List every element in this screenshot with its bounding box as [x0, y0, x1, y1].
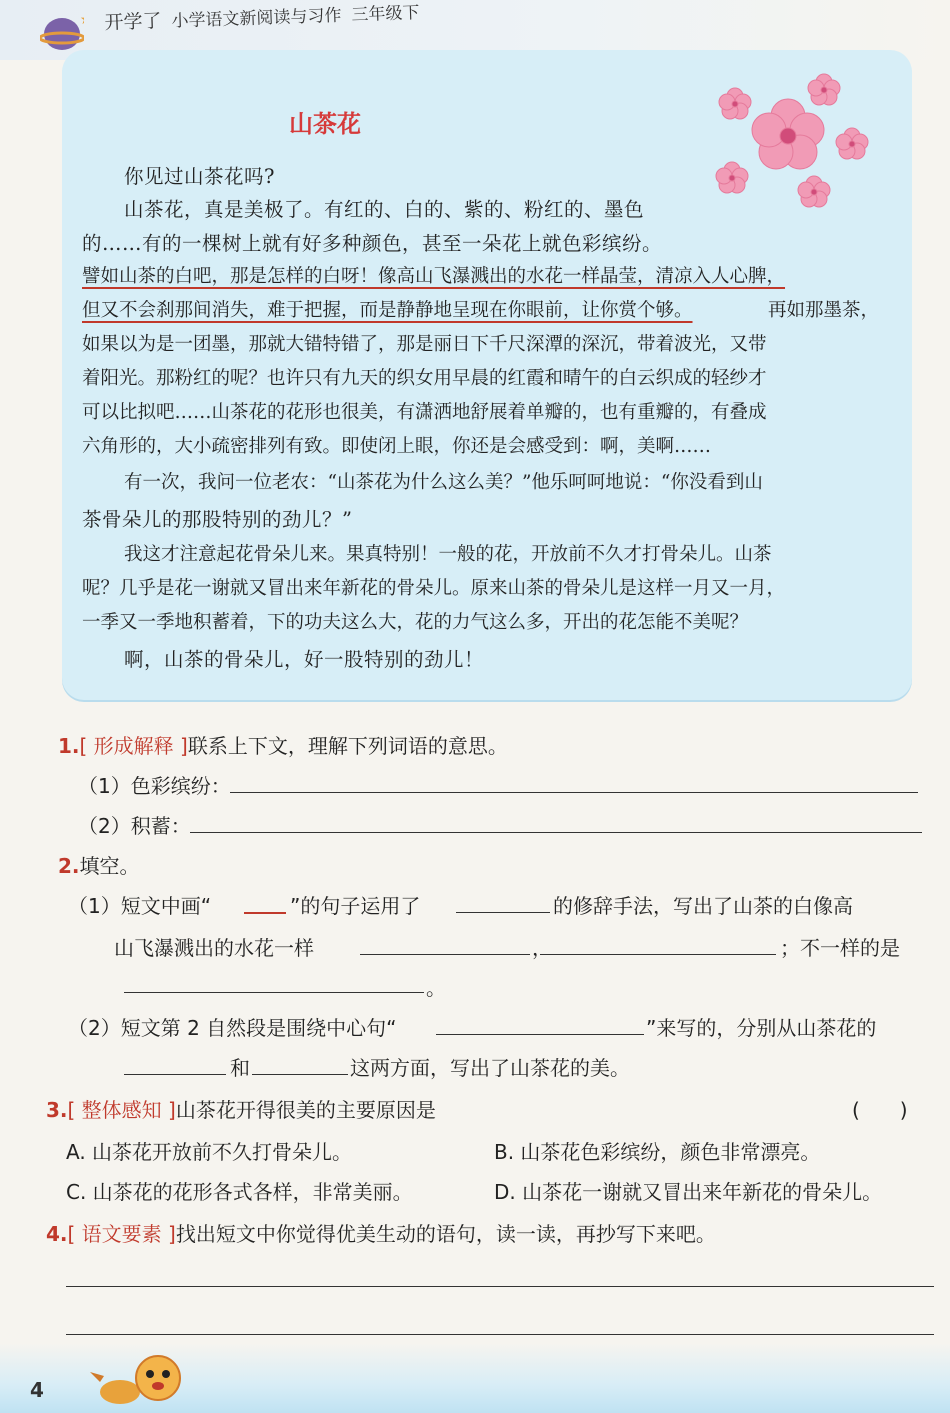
camellia-flowers-icon — [700, 64, 900, 214]
q2-blank-rhetoric[interactable] — [456, 912, 550, 913]
q2-blank-aspect-2[interactable] — [252, 1074, 348, 1075]
red-underline-sample — [244, 912, 286, 914]
mascot-icon — [90, 1352, 190, 1408]
question-3 — [46, 1094, 436, 1123]
passage-line: 再如那墨茶， — [768, 300, 880, 321]
passage-line: 可以比拟吧……山茶花的花形也很美，有潇洒地舒展着单瓣的，也有重瓣的，有叠成 — [82, 402, 767, 423]
q2-blank-aspect-1[interactable] — [124, 1074, 226, 1075]
q2-part2-d: 这两方面，写出了山茶花的美。 — [350, 1056, 630, 1080]
passage-line: 我这才注意起花骨朵儿来。果真特别！一般的花，开放前不久才打骨朵儿。山茶 — [124, 544, 772, 565]
question-text: 填空。 — [79, 854, 140, 878]
q2-part1-c: 的修辞手法，写出了山茶的白像高 — [553, 894, 853, 918]
question-2 — [58, 850, 140, 879]
question-1 — [58, 730, 508, 759]
q2-part2-b: ”来写的，分别从山茶花的 — [646, 1016, 877, 1040]
question-tag: [ 整体感知 ] — [67, 1098, 176, 1122]
planet-logo-icon — [40, 12, 84, 52]
page-number: 4 — [30, 1378, 44, 1402]
q2-part1-b: ”的句子运用了 — [290, 894, 421, 918]
question-text: 联系上下文，理解下列词语的意思。 — [187, 734, 508, 758]
question-number: 2. — [58, 854, 80, 878]
q2-and: 和 — [230, 1056, 250, 1080]
passage-line: 一季又一季地积蓄着，下的功夫这么大，花的力气这么多，开出的花怎能不美呢？ — [82, 612, 749, 633]
q4-answer-line-1[interactable] — [66, 1286, 934, 1287]
passage-line: 的……有的一棵树上就有好多种颜色，甚至一朵花上就色彩缤纷。 — [82, 232, 663, 255]
q1-sub2-label: （2）积蓄： — [78, 814, 191, 838]
answer-parentheses[interactable]: ( ) — [852, 1098, 908, 1122]
q4-answer-line-2[interactable] — [66, 1334, 934, 1335]
question-number: 3. — [46, 1098, 68, 1122]
q1-answer-line-1[interactable] — [230, 792, 918, 793]
question-4 — [46, 1218, 716, 1247]
q2-blank-central-sentence[interactable] — [436, 1034, 644, 1035]
q2-comma: ， — [532, 936, 552, 960]
question-tag: [ 形成解释 ] — [79, 734, 188, 758]
question-text: 山茶花开得很美的主要原因是 — [175, 1098, 436, 1122]
passage-title: 山茶花 — [289, 110, 361, 138]
option-d[interactable]: D. 山茶花一谢就又冒出来年新花的骨朵儿。 — [494, 1180, 883, 1204]
passage-line: 呢？几乎是花一谢就又冒出来年新花的骨朵儿。原来山茶的骨朵儿是这样一月又一月， — [82, 578, 786, 599]
passage-line: 六角形的，大小疏密排列有致。即使闭上眼，你还是会感受到：啊，美啊…… — [82, 436, 712, 457]
passage-line: 山茶花，真是美极了。有红的、白的、紫的、粉红的、墨色 — [124, 198, 645, 221]
q2-part1-a: （1）短文中画“ — [68, 894, 212, 918]
q2-part2-a: （2）短文第 2 自然段是围绕中心句“ — [68, 1016, 397, 1040]
option-c[interactable]: C. 山茶花的花形各式各样，非常美丽。 — [66, 1180, 413, 1204]
option-a[interactable]: A. 山茶花开放前不久打骨朵儿。 — [66, 1140, 353, 1164]
q2-blank-difference[interactable] — [124, 992, 424, 993]
question-number: 4. — [46, 1222, 68, 1246]
passage-line: 茶骨朵儿的那股特别的劲儿？” — [82, 508, 353, 531]
header-brand: 开学了 — [104, 10, 162, 34]
passage-line: 你见过山茶花吗? — [124, 165, 275, 188]
header-series: 小学语文新阅读与习作 — [171, 5, 342, 32]
question-text: 找出短文中你觉得优美生动的语句，读一读，再抄写下来吧。 — [175, 1222, 716, 1246]
q2-part1-d: 山飞瀑溅出的水花一样 — [114, 936, 314, 960]
q2-part1-f: ；不一样的是 — [780, 936, 900, 960]
passage-line: 啊，山茶的骨朵儿，好一股特别的劲儿！ — [124, 648, 485, 671]
underlined-sentence: 譬如山茶的白吧，那是怎样的白呀！像高山飞瀑溅出的水花一样晶莹，清凉入人心脾， — [82, 266, 786, 287]
passage-line: 着阳光。那粉红的呢？也许只有九天的织女用早晨的红霞和晴午的白云织成的轻纱才 — [82, 368, 767, 389]
header-grade: 三年级下 — [351, 3, 420, 26]
passage-line: 如果以为是一团墨，那就大错特错了，那是丽日下千尺深潭的深沉，带着波光，又带 — [82, 334, 767, 355]
underlined-sentence: 但又不会刹那间消失，难于把握，而是静静地呈现在你眼前，让你赏个够。 — [82, 300, 693, 321]
q1-answer-line-2[interactable] — [190, 832, 922, 833]
question-number: 1. — [58, 734, 80, 758]
option-b[interactable]: B. 山茶花色彩缤纷，颜色非常漂亮。 — [494, 1140, 821, 1164]
question-tag: [ 语文要素 ] — [67, 1222, 176, 1246]
q2-blank-similar-1[interactable] — [360, 954, 530, 955]
passage-line: 有一次，我问一位老农：“山茶花为什么这么美？”他乐呵呵地说：“你没看到山 — [124, 472, 763, 493]
q2-blank-similar-2[interactable] — [540, 954, 776, 955]
q1-sub1-label: （1）色彩缤纷： — [78, 774, 231, 798]
q2-period: 。 — [426, 976, 446, 1000]
